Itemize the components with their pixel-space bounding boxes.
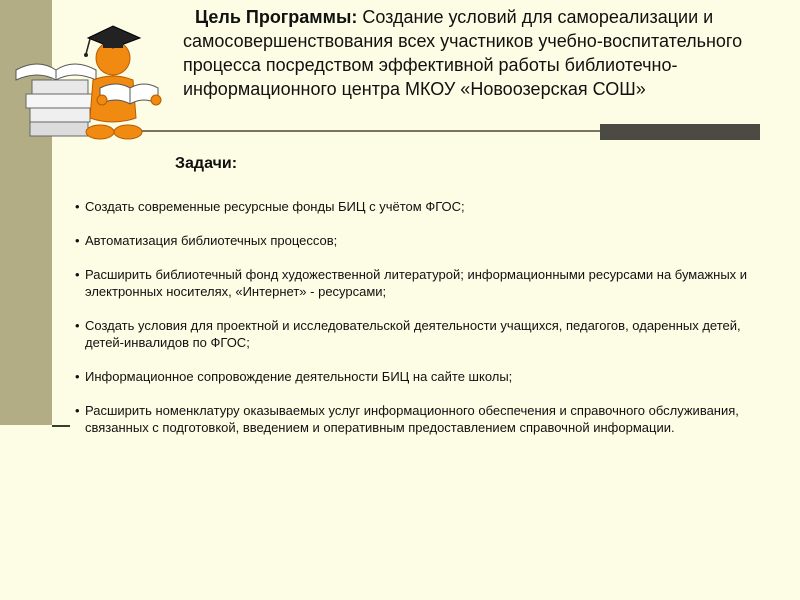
program-goal-text: Создание условий для самореализации и самосовершенствования всех участников учебно-воспитательного процесса посредством эффективной работы библиотечно-информационного центра МКОУ «Новоозерская СОШ» [183, 7, 743, 99]
program-goal-label: Цель Программы: [195, 7, 358, 27]
list-item: • Автоматизация библиотечных процессов; [73, 232, 773, 249]
list-item: • Информационное сопровождение деятельности БИЦ на сайте школы; [73, 368, 773, 385]
list-item: • Создать современные ресурсные фонды БИЦ с учётом ФГОС; [73, 198, 773, 215]
list-item: • Расширить библиотечный фонд художественной литературой; информационными ресурсами на бумажных и электронных носителях, «Интернет» - ресурсами; [73, 266, 773, 300]
list-item: • Расширить номенклатуру оказываемых услуг информационного обеспечения и справочного обслуживания, связанных с подготовкой, введением и оперативным предоставлением справочной информации. [73, 402, 773, 436]
graduate-reading-books-icon [8, 8, 173, 148]
left-band-divider [52, 425, 70, 427]
list-item: • Создать условия для проектной и исследовательской деятельности учащихся, педагогов, одаренных детей, детей-инвалидов по ФГОС; [73, 317, 773, 351]
tasks-heading: Задачи: [175, 155, 238, 172]
header-divider-accent [600, 124, 760, 140]
program-goal [183, 5, 783, 101]
task-list [73, 198, 773, 453]
